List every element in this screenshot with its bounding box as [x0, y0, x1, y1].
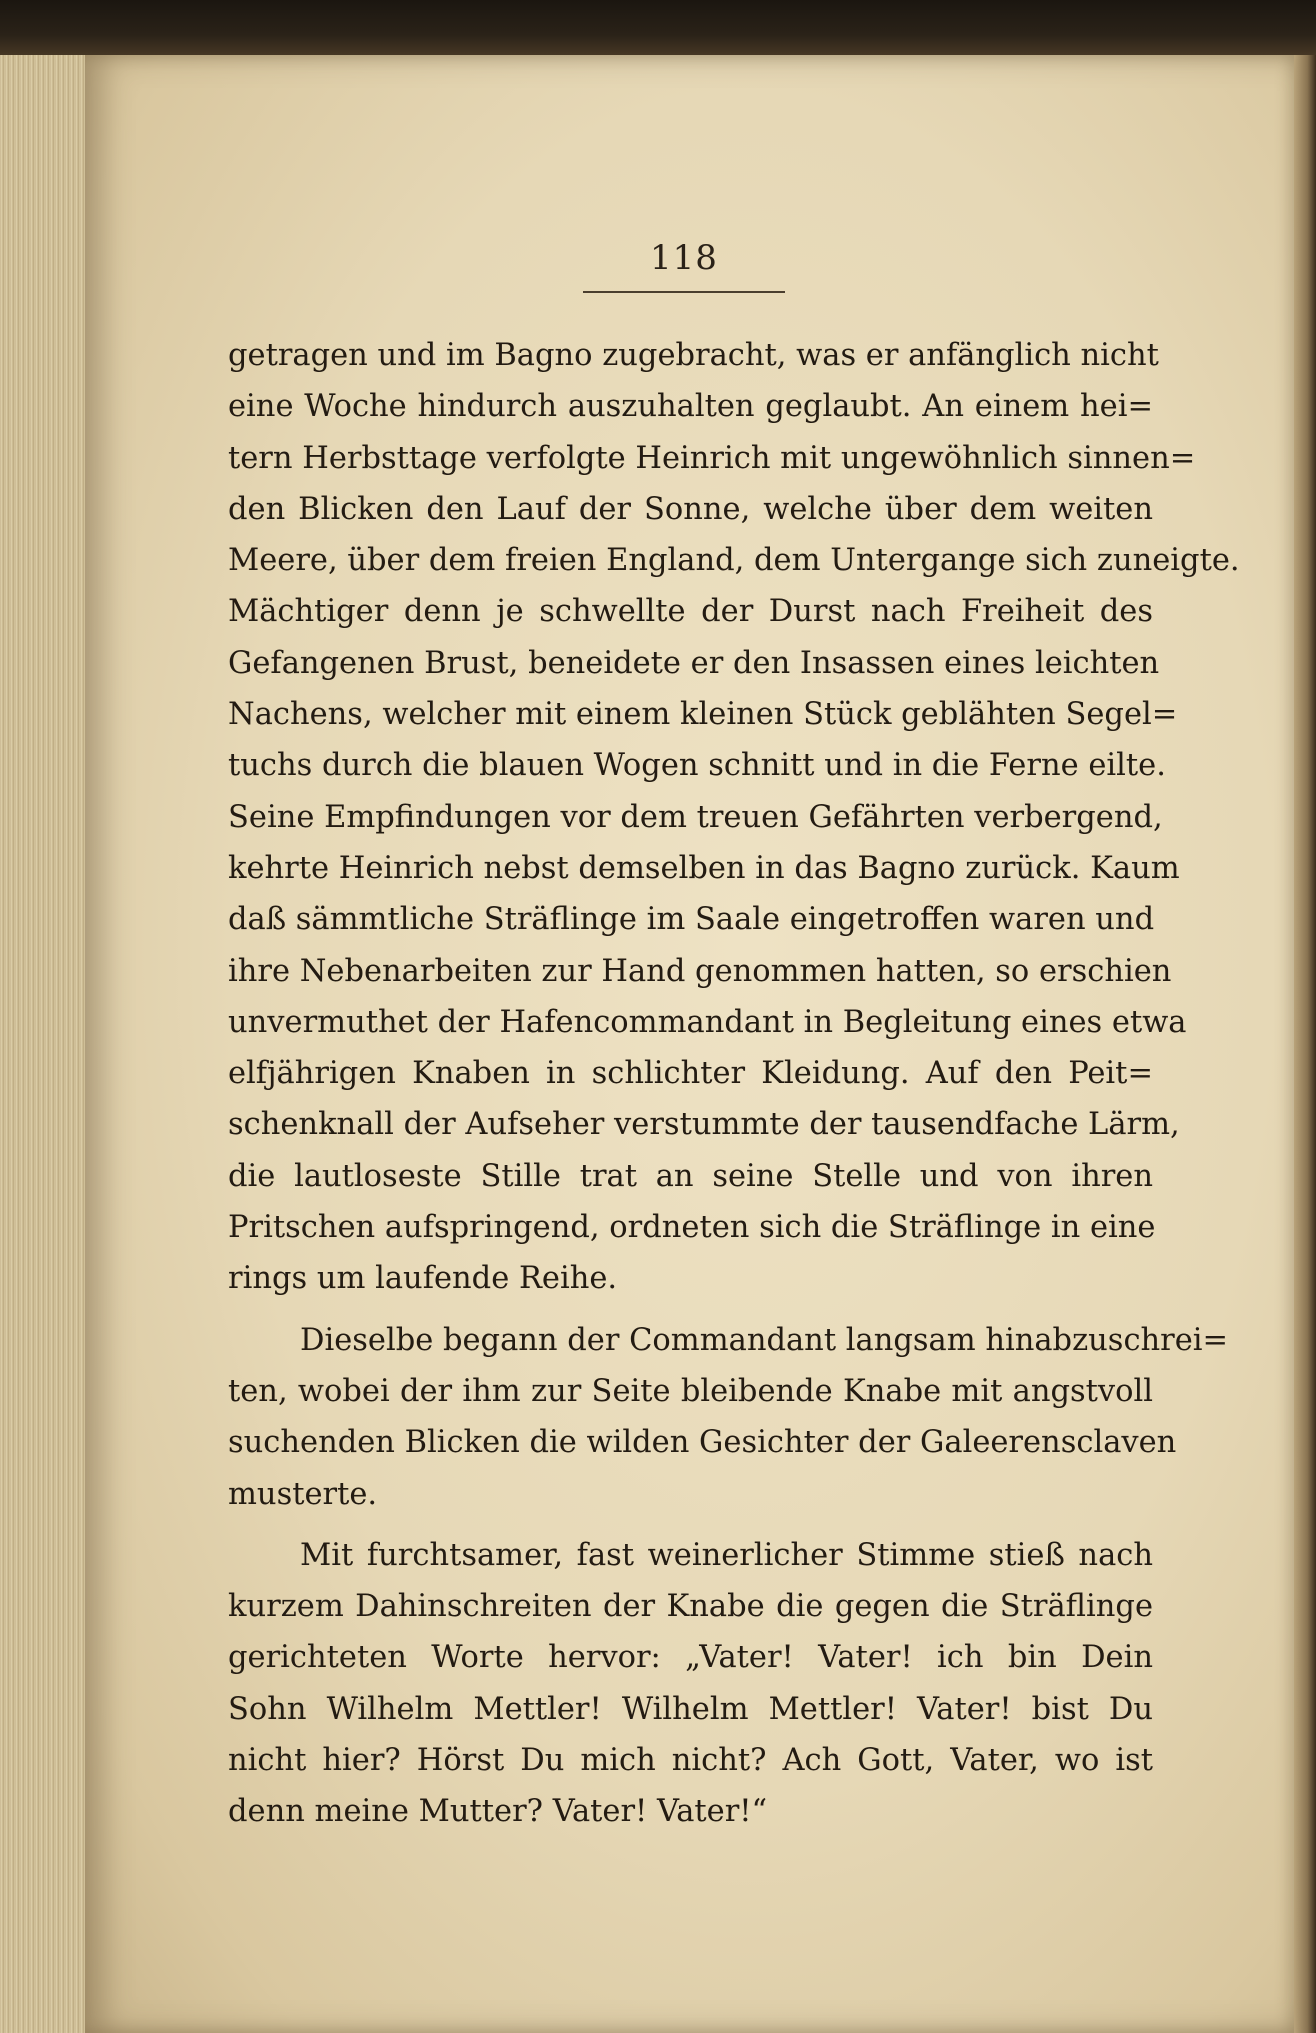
text-line: Gefangenen Brust, beneidete er den Insassen eines leichten — [228, 645, 1160, 681]
text-line: tern Herbsttage verfolgte Heinrich mit ungewöhnlich sinnen= — [228, 440, 1196, 476]
text-line: Pritschen aufspringend, ordneten sich die Sträflinge in eine — [228, 1210, 1156, 1246]
text-line: elfjährigen Knaben in schlichter Kleidung. Auf den Peit= — [228, 1056, 1153, 1092]
book-top-shadow — [0, 0, 1316, 58]
text-line: ten, wobei der ihm zur Seite bleibende Knabe mit angstvoll — [228, 1373, 1153, 1409]
text-line: nicht hier? Hörst Du mich nicht? Ach Gott, Vater, wo ist — [228, 1743, 1153, 1779]
text-line: Meere, über dem freien England, dem Untergange sich zuneigte. — [228, 543, 1240, 579]
text-line: musterte. — [228, 1476, 378, 1512]
text-line: Seine Empfindungen vor dem treuen Gefährten verbergend, — [228, 799, 1163, 835]
text-line: Nachens, welcher mit einem kleinen Stück geblähten Segel= — [228, 697, 1178, 733]
text-line: die lautloseste Stille trat an seine Stelle und von ihren — [228, 1158, 1153, 1194]
paragraph-gap — [228, 1305, 1153, 1315]
text-line: kehrte Heinrich nebst demselben in das Bagno zurück. Kaum — [228, 850, 1180, 886]
text-line: daß sämmtliche Sträflinge im Saale eingetroffen waren und — [228, 902, 1155, 938]
text-line: unvermuthet der Hafencommandant in Begleitung eines etwa — [228, 1004, 1187, 1040]
text-line: getragen und im Bagno zugebracht, was er anfänglich nicht — [228, 338, 1159, 373]
text-line: Dieselbe begann der Commandant langsam hinabzuschrei= — [300, 1322, 1229, 1358]
text-line: kurzem Dahinschreiten der Knabe die gegen die Sträflinge — [228, 1589, 1153, 1625]
header-rule — [583, 291, 785, 293]
text-line: denn meine Mutter? Vater! Vater!“ — [228, 1794, 768, 1830]
page-right-edge — [1294, 55, 1316, 2033]
text-line: Sohn Wilhelm Mettler! Wilhelm Mettler! Vater! bist Du — [228, 1691, 1153, 1727]
text-line: tuchs durch die blauen Wogen schnitt und in die Ferne eilte. — [228, 748, 1166, 784]
text-line: schenknall der Aufseher verstummte der tausendfache Lärm, — [228, 1107, 1180, 1143]
text-line: ihre Nebenarbeiten zur Hand genommen hatten, so erschien — [228, 953, 1172, 989]
page-stack-edge — [0, 55, 97, 2033]
text-line: Mächtiger denn je schwellte der Durst nach Freiheit des — [228, 594, 1153, 630]
text-line: rings um laufende Reihe. — [228, 1261, 618, 1297]
text-line: den Blicken den Lauf der Sonne, welche über dem weiten — [228, 491, 1153, 527]
text-line: suchenden Blicken die wilden Gesichter der Galeerensclaven — [228, 1425, 1177, 1461]
text-line: gerichteten Worte hervor: „Vater! Vater! ich bin Dein — [228, 1640, 1153, 1676]
page-number: 118 — [650, 238, 718, 278]
text-line: Mit furchtsamer, fast weinerlicher Stimme stieß nach — [300, 1537, 1153, 1573]
text-line: eine Woche hindurch auszuhalten geglaubt. An einem hei= — [228, 389, 1153, 425]
paragraph-gap — [228, 1520, 1153, 1530]
body-text — [228, 330, 1240, 1838]
